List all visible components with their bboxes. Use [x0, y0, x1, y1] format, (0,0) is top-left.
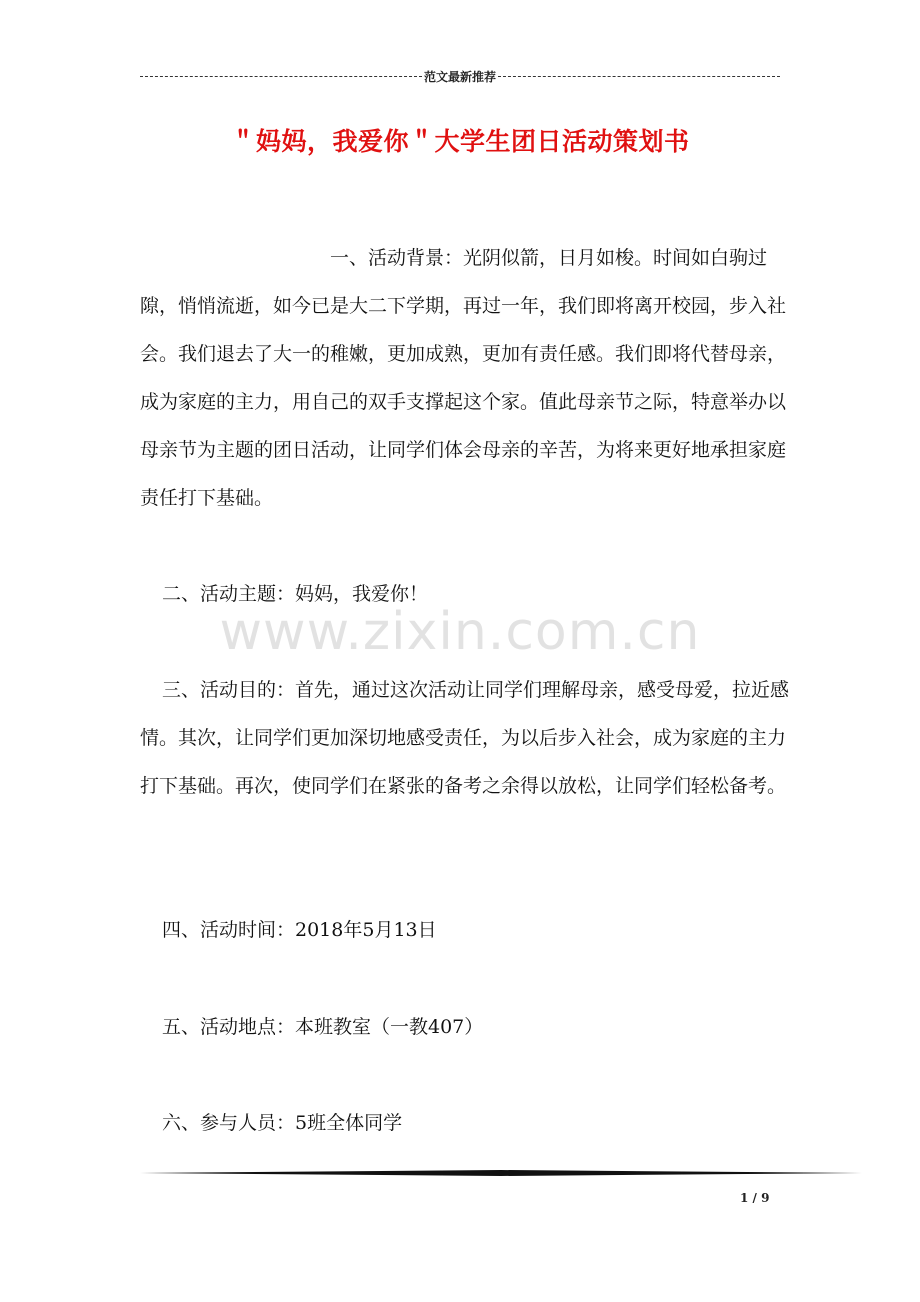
page-number: 1 / 9 [740, 1191, 770, 1205]
section-time [162, 906, 812, 954]
header-dash-left [140, 76, 422, 77]
section-theme [162, 570, 812, 618]
footer-divider [140, 1170, 862, 1176]
paragraph-participants: 六、参与人员：5班全体同学 [162, 1112, 403, 1134]
watermark: www.zixin.com.cn [219, 602, 701, 662]
paragraph-location: 五、活动地点：本班教室（一教407） [162, 1016, 484, 1038]
section-location [162, 1003, 812, 1051]
section-participants [162, 1099, 812, 1147]
section-purpose [140, 666, 790, 810]
paragraph-theme: 二、活动主题：妈妈，我爱你！ [162, 583, 429, 605]
paragraph-background: 一、活动背景：光阴似箭，日月如梭。时间如白驹过隙，悄悄流逝，如今已是大二下学期，再过一年，我们即将离开校园，步入社会。我们退去了大一的稚嫩，更加成熟，更加有责任感。我们即将代替母亲，成为家庭的主力，用自己的双手支撑起这个家。值此母亲节之际，特意举办以母亲节为主题的团日活动，让同学们体会母亲的辛苦，为将来更好地承担家庭责任打下基础。 [140, 247, 787, 509]
paragraph-time: 四、活动时间：2018年5月13日 [162, 919, 437, 941]
header-label: 范文最新推荐 [424, 69, 497, 84]
page-header [140, 66, 780, 86]
document-title: ＂妈妈，我爱你＂大学生团日活动策划书 [230, 127, 690, 156]
section-background [140, 234, 790, 522]
header-dash-right [498, 76, 780, 77]
paragraph-purpose: 三、活动目的：首先，通过这次活动让同学们理解母亲，感受母爱，拉近感情。其次，让同学们更加深切地感受责任，为以后步入社会，成为家庭的主力打下基础。再次，使同学们在紧张的备考之余得以放松，让同学们轻松备考。 [140, 679, 790, 797]
